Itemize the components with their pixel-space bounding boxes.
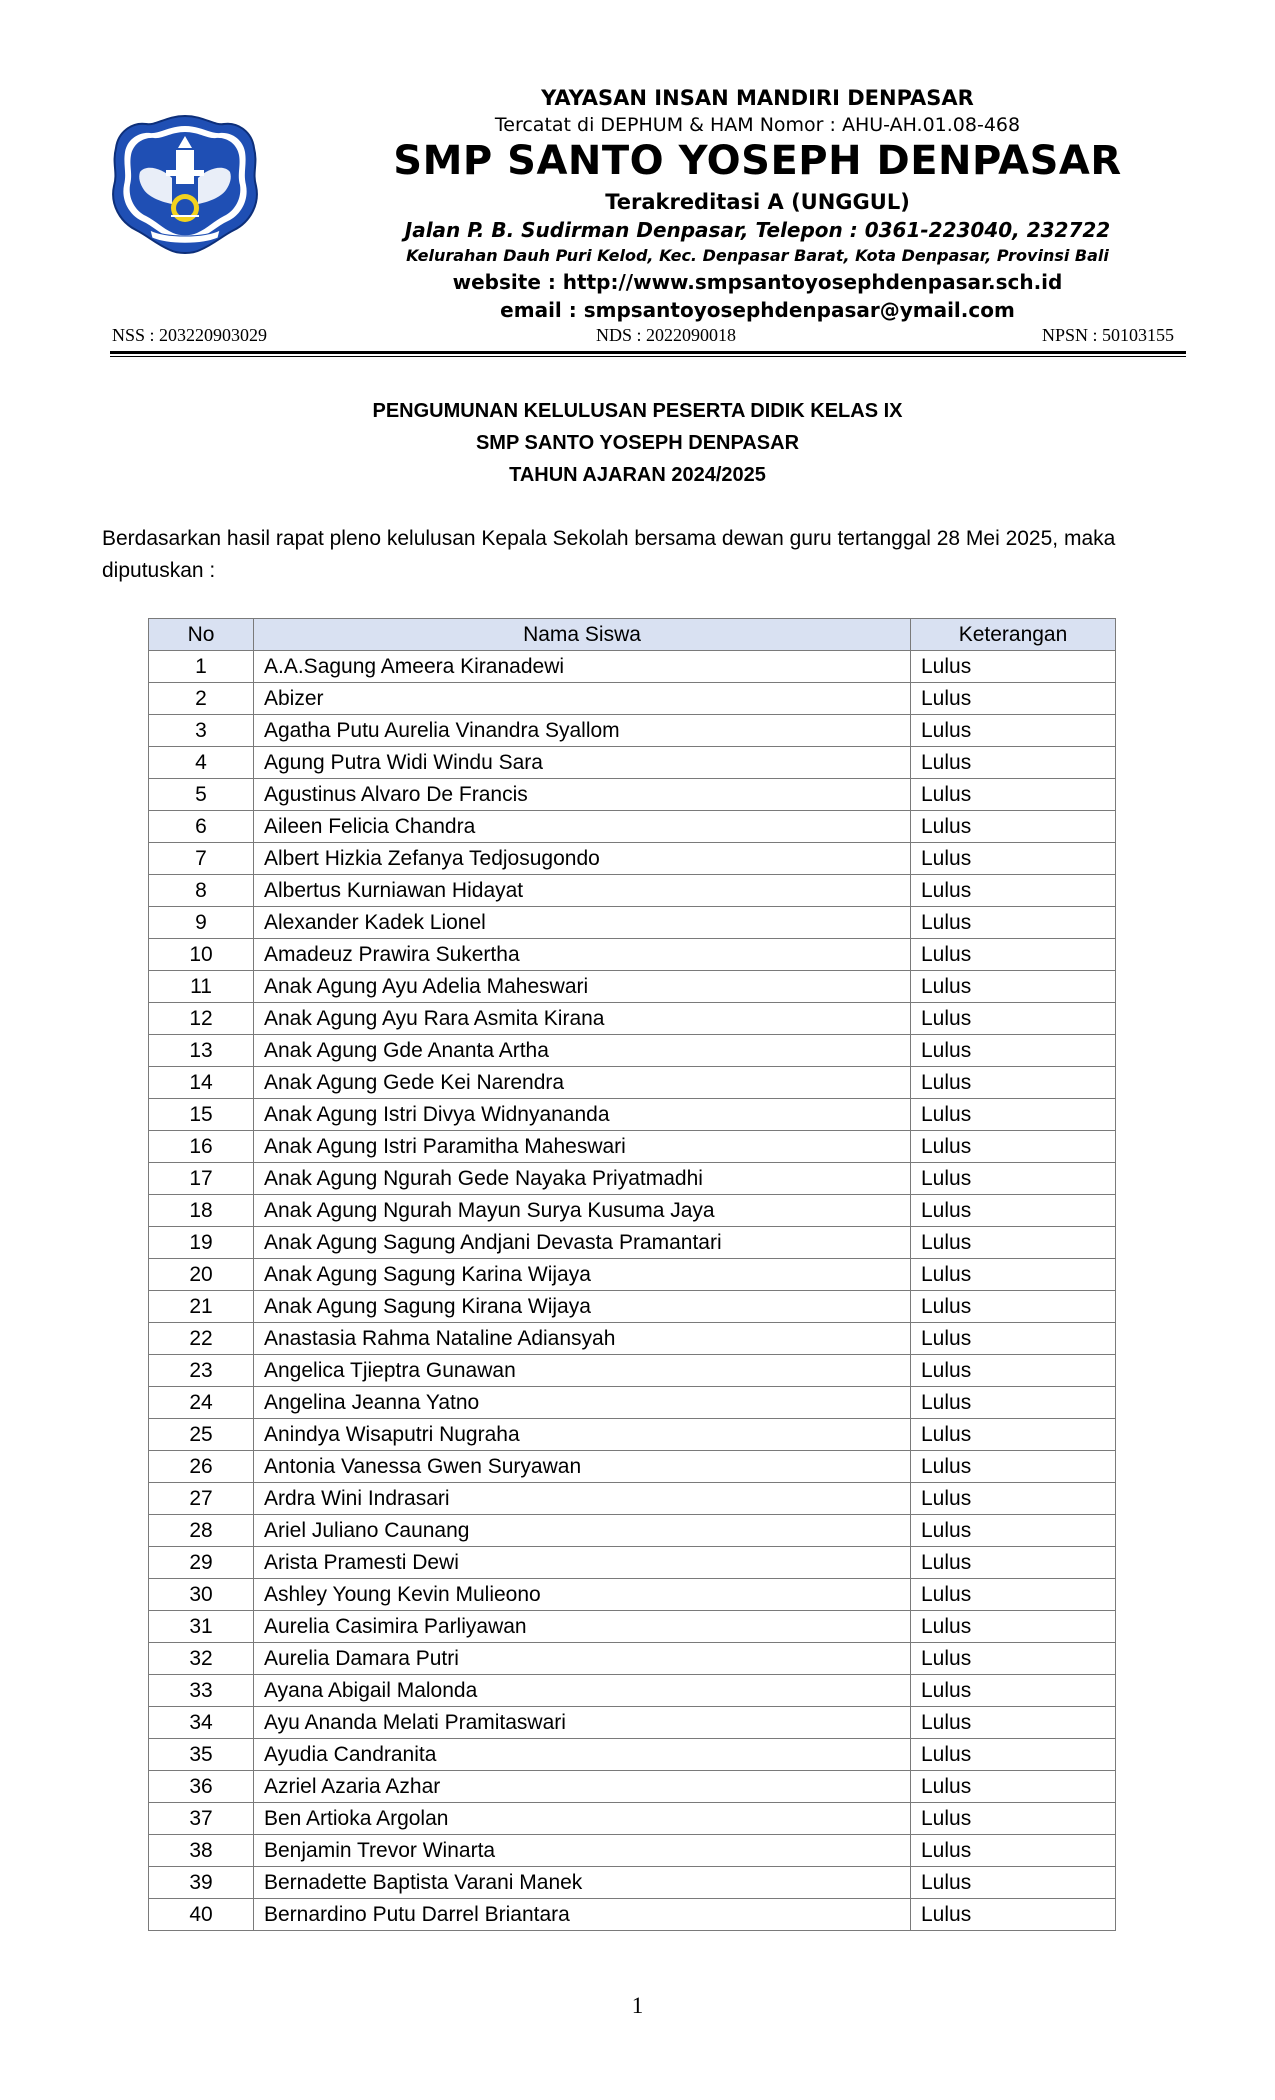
row-number: 40 xyxy=(149,1899,254,1931)
table-row xyxy=(149,1483,1116,1515)
student-name: Aurelia Casimira Parliyawan xyxy=(254,1611,911,1643)
student-name: Anak Agung Sagung Andjani Devasta Pramantari xyxy=(254,1227,911,1259)
student-name: Amadeuz Prawira Sukertha xyxy=(254,939,911,971)
row-number: 31 xyxy=(149,1611,254,1643)
student-name: Alexander Kadek Lionel xyxy=(254,907,911,939)
table-row xyxy=(149,811,1116,843)
student-name: Anak Agung Istri Divya Widnyananda xyxy=(254,1099,911,1131)
table-row xyxy=(149,1867,1116,1899)
row-number: 38 xyxy=(149,1835,254,1867)
header-keterangan: Keterangan xyxy=(911,619,1116,651)
student-name: Arista Pramesti Dewi xyxy=(254,1547,911,1579)
letterhead-divider-thick xyxy=(110,351,1186,354)
row-number: 26 xyxy=(149,1451,254,1483)
row-number: 11 xyxy=(149,971,254,1003)
row-number: 6 xyxy=(149,811,254,843)
foundation-name: YAYASAN INSAN MANDIRI DENPASAR xyxy=(541,86,974,110)
table-row xyxy=(149,1739,1116,1771)
status-cell: Lulus xyxy=(911,1835,1116,1867)
student-name: Ashley Young Kevin Mulieono xyxy=(254,1579,911,1611)
accreditation-line: Terakreditasi A (UNGGUL) xyxy=(605,190,910,214)
student-name: Angelica Tjieptra Gunawan xyxy=(254,1355,911,1387)
status-cell: Lulus xyxy=(911,1035,1116,1067)
letterhead-divider-thin xyxy=(110,356,1186,357)
table-row xyxy=(149,907,1116,939)
row-number: 12 xyxy=(149,1003,254,1035)
student-name: Anak Agung Gde Ananta Artha xyxy=(254,1035,911,1067)
table-row xyxy=(149,651,1116,683)
row-number: 10 xyxy=(149,939,254,971)
student-name: Anak Agung Sagung Kirana Wijaya xyxy=(254,1291,911,1323)
status-cell: Lulus xyxy=(911,1259,1116,1291)
npsn-number: NPSN : 50103155 xyxy=(1041,325,1174,345)
status-cell: Lulus xyxy=(911,715,1116,747)
student-name: Antonia Vanessa Gwen Suryawan xyxy=(254,1451,911,1483)
table-row xyxy=(149,971,1116,1003)
student-name: Agatha Putu Aurelia Vinandra Syallom xyxy=(254,715,911,747)
table-row xyxy=(149,939,1116,971)
announcement-title: PENGUMUNAN KELULUSAN PESERTA DIDIK KELAS IX xyxy=(372,400,903,422)
row-number: 20 xyxy=(149,1259,254,1291)
status-cell: Lulus xyxy=(911,1451,1116,1483)
status-cell: Lulus xyxy=(911,1003,1116,1035)
row-number: 32 xyxy=(149,1643,254,1675)
status-cell: Lulus xyxy=(911,1419,1116,1451)
table-row xyxy=(149,715,1116,747)
row-number: 37 xyxy=(149,1803,254,1835)
table-row xyxy=(149,1227,1116,1259)
table-row xyxy=(149,1803,1116,1835)
student-name: Albert Hizkia Zefanya Tedjosugondo xyxy=(254,843,911,875)
status-cell: Lulus xyxy=(911,1355,1116,1387)
row-number: 33 xyxy=(149,1675,254,1707)
status-cell: Lulus xyxy=(911,1643,1116,1675)
table-row xyxy=(149,843,1116,875)
status-cell: Lulus xyxy=(911,1483,1116,1515)
table-row xyxy=(149,779,1116,811)
status-cell: Lulus xyxy=(911,1163,1116,1195)
website-line[interactable]: website : http://www.smpsantoyosephdenpasar.sch.id xyxy=(452,270,1063,294)
status-cell: Lulus xyxy=(911,1323,1116,1355)
school-name: SMP SANTO YOSEPH DENPASAR xyxy=(393,138,1122,184)
student-name: Ayu Ananda Melati Pramitaswari xyxy=(254,1707,911,1739)
student-name: Bernardino Putu Darrel Briantara xyxy=(254,1899,911,1931)
announcement-school: SMP SANTO YOSEPH DENPASAR xyxy=(475,432,800,454)
table-row xyxy=(149,1323,1116,1355)
student-name: Ayudia Candranita xyxy=(254,1739,911,1771)
student-name: Benjamin Trevor Winarta xyxy=(254,1835,911,1867)
student-name: Anak Agung Ngurah Mayun Surya Kusuma Jaya xyxy=(254,1195,911,1227)
status-cell: Lulus xyxy=(911,1099,1116,1131)
student-name: Ariel Juliano Caunang xyxy=(254,1515,911,1547)
status-cell: Lulus xyxy=(911,1675,1116,1707)
student-name: Anak Agung Ngurah Gede Nayaka Priyatmadhi xyxy=(254,1163,911,1195)
status-cell: Lulus xyxy=(911,939,1116,971)
status-cell: Lulus xyxy=(911,779,1116,811)
table-row xyxy=(149,1067,1116,1099)
row-number: 36 xyxy=(149,1771,254,1803)
row-number: 27 xyxy=(149,1483,254,1515)
status-cell: Lulus xyxy=(911,1227,1116,1259)
status-cell: Lulus xyxy=(911,1067,1116,1099)
table-row xyxy=(149,1611,1116,1643)
student-name: Agung Putra Widi Windu Sara xyxy=(254,747,911,779)
address-line: Jalan P. B. Sudirman Denpasar, Telepon : 0361-223040, 232722 xyxy=(404,218,1111,242)
kelurahan-line: Kelurahan Dauh Puri Kelod, Kec. Denpasar Barat, Kota Denpasar, Provinsi Bali xyxy=(406,246,1109,265)
table-row xyxy=(149,875,1116,907)
header-name: Nama Siswa xyxy=(254,619,911,651)
graduation-table xyxy=(148,618,1116,1931)
table-row xyxy=(149,1771,1116,1803)
status-cell: Lulus xyxy=(911,1803,1116,1835)
row-number: 15 xyxy=(149,1099,254,1131)
row-number: 34 xyxy=(149,1707,254,1739)
table-row xyxy=(149,1387,1116,1419)
row-number: 24 xyxy=(149,1387,254,1419)
school-identifiers xyxy=(112,325,1174,349)
table-row xyxy=(149,1291,1116,1323)
student-name: Anak Agung Sagung Karina Wijaya xyxy=(254,1259,911,1291)
status-cell: Lulus xyxy=(911,1131,1116,1163)
student-name: Ayana Abigail Malonda xyxy=(254,1675,911,1707)
status-cell: Lulus xyxy=(911,1611,1116,1643)
status-cell: Lulus xyxy=(911,747,1116,779)
student-name: Ben Artioka Argolan xyxy=(254,1803,911,1835)
status-cell: Lulus xyxy=(911,1899,1116,1931)
row-number: 14 xyxy=(149,1067,254,1099)
row-number: 28 xyxy=(149,1515,254,1547)
status-cell: Lulus xyxy=(911,1387,1116,1419)
table-row xyxy=(149,1099,1116,1131)
status-cell: Lulus xyxy=(911,843,1116,875)
student-name: Ardra Wini Indrasari xyxy=(254,1483,911,1515)
row-number: 23 xyxy=(149,1355,254,1387)
status-cell: Lulus xyxy=(911,875,1116,907)
student-name: Anak Agung Gede Kei Narendra xyxy=(254,1067,911,1099)
nds-number: NDS : 2022090018 xyxy=(596,325,737,345)
row-number: 29 xyxy=(149,1547,254,1579)
table-row xyxy=(149,1899,1116,1931)
table-row xyxy=(149,747,1116,779)
row-number: 1 xyxy=(149,651,254,683)
student-name: Anindya Wisaputri Nugraha xyxy=(254,1419,911,1451)
student-name: Aurelia Damara Putri xyxy=(254,1643,911,1675)
student-name: Anastasia Rahma Nataline Adiansyah xyxy=(254,1323,911,1355)
student-name: Azriel Azaria Azhar xyxy=(254,1771,911,1803)
status-cell: Lulus xyxy=(911,811,1116,843)
announcement-year: TAHUN AJARAN 2024/2025 xyxy=(509,464,766,486)
row-number: 8 xyxy=(149,875,254,907)
status-cell: Lulus xyxy=(911,907,1116,939)
status-cell: Lulus xyxy=(911,1195,1116,1227)
row-number: 3 xyxy=(149,715,254,747)
student-name: Anak Agung Ayu Rara Asmita Kirana xyxy=(254,1003,911,1035)
table-row xyxy=(149,1515,1116,1547)
status-cell: Lulus xyxy=(911,971,1116,1003)
nss-number: NSS : 203220903029 xyxy=(112,325,268,345)
student-name: Abizer xyxy=(254,683,911,715)
table-row xyxy=(149,1195,1116,1227)
student-name: Anak Agung Istri Paramitha Maheswari xyxy=(254,1131,911,1163)
table-row xyxy=(149,1131,1116,1163)
table-header-row xyxy=(149,619,1116,651)
table-row xyxy=(149,1579,1116,1611)
row-number: 16 xyxy=(149,1131,254,1163)
announcement-intro: Berdasarkan hasil rapat pleno kelulusan Kepala Sekolah bersama dewan guru tertanggal 28 Mei 2025, maka diputuskan : xyxy=(102,527,1116,582)
table-row xyxy=(149,1451,1116,1483)
table-row xyxy=(149,1643,1116,1675)
registration-line: Tercatat di DEPHUM & HAM Nomor : AHU-AH.01.08-468 xyxy=(494,114,1021,136)
row-number: 9 xyxy=(149,907,254,939)
email-line[interactable]: email : smpsantoyosephdenpasar@ymail.com xyxy=(500,298,1015,322)
student-name: Aileen Felicia Chandra xyxy=(254,811,911,843)
status-cell: Lulus xyxy=(911,1579,1116,1611)
row-number: 13 xyxy=(149,1035,254,1067)
row-number: 2 xyxy=(149,683,254,715)
row-number: 25 xyxy=(149,1419,254,1451)
row-number: 21 xyxy=(149,1291,254,1323)
table-row xyxy=(149,1163,1116,1195)
status-cell: Lulus xyxy=(911,1867,1116,1899)
table-row xyxy=(149,1259,1116,1291)
row-number: 18 xyxy=(149,1195,254,1227)
student-name: Angelina Jeanna Yatno xyxy=(254,1387,911,1419)
row-number: 39 xyxy=(149,1867,254,1899)
status-cell: Lulus xyxy=(911,1291,1116,1323)
status-cell: Lulus xyxy=(911,683,1116,715)
student-name: Albertus Kurniawan Hidayat xyxy=(254,875,911,907)
page-number: 1 xyxy=(631,1993,644,2018)
student-name: A.A.Sagung Ameera Kiranadewi xyxy=(254,651,911,683)
row-number: 19 xyxy=(149,1227,254,1259)
table-row xyxy=(149,1707,1116,1739)
row-number: 7 xyxy=(149,843,254,875)
row-number: 5 xyxy=(149,779,254,811)
student-name: Bernadette Baptista Varani Manek xyxy=(254,1867,911,1899)
status-cell: Lulus xyxy=(911,1739,1116,1771)
student-name: Agustinus Alvaro De Francis xyxy=(254,779,911,811)
table-row xyxy=(149,1003,1116,1035)
student-name: Anak Agung Ayu Adelia Maheswari xyxy=(254,971,911,1003)
table-row xyxy=(149,1355,1116,1387)
table-row xyxy=(149,683,1116,715)
row-number: 17 xyxy=(149,1163,254,1195)
row-number: 35 xyxy=(149,1739,254,1771)
row-number: 4 xyxy=(149,747,254,779)
table-row xyxy=(149,1835,1116,1867)
status-cell: Lulus xyxy=(911,1515,1116,1547)
status-cell: Lulus xyxy=(911,1771,1116,1803)
status-cell: Lulus xyxy=(911,1547,1116,1579)
row-number: 22 xyxy=(149,1323,254,1355)
status-cell: Lulus xyxy=(911,1707,1116,1739)
table-row xyxy=(149,1419,1116,1451)
header-no: No xyxy=(149,619,254,651)
table-row xyxy=(149,1547,1116,1579)
status-cell: Lulus xyxy=(911,651,1116,683)
table-row xyxy=(149,1675,1116,1707)
table-row xyxy=(149,1035,1116,1067)
row-number: 30 xyxy=(149,1579,254,1611)
